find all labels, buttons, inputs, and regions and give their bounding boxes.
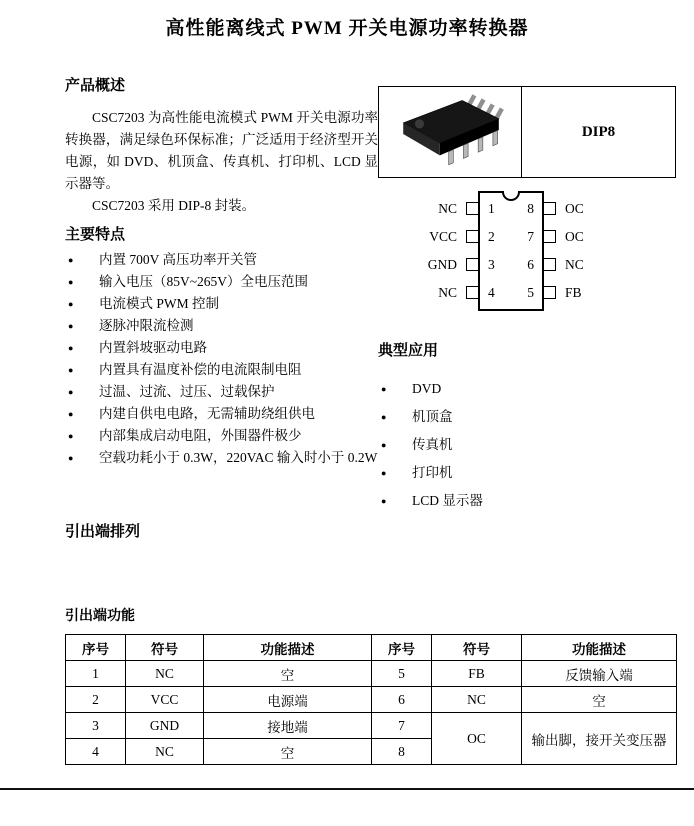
package-box [378, 86, 676, 178]
right-column [378, 86, 676, 519]
pin-stub [543, 286, 556, 299]
pin-symbol-cell: OC [432, 713, 522, 765]
pin-label: VCC [429, 229, 457, 244]
bullet-icon [68, 381, 73, 403]
pin-label: FB [565, 285, 582, 300]
pin-label: NC [438, 285, 457, 300]
pin-symbol-cell: NC [126, 739, 204, 765]
bullet-icon [68, 337, 73, 359]
pin-desc-cell: 空 [204, 739, 372, 765]
bullet-icon [381, 435, 386, 455]
feature-text: 内建自供电电路，无需辅助绕组供电 [99, 406, 315, 421]
bullet-icon [68, 271, 73, 293]
bullet-icon [68, 293, 73, 315]
pin-number: 2 [488, 229, 495, 244]
pin-label: NC [438, 201, 457, 216]
feature-text: 内部集成启动电阻，外围器件极少 [99, 428, 302, 443]
col-header: 功能描述 [204, 635, 372, 661]
pin-function-table [65, 634, 677, 765]
overview-heading: 产品概述 [65, 78, 126, 94]
pin-stub [466, 286, 479, 299]
pin-symbol-cell: NC [126, 661, 204, 687]
page-title: 高性能离线式 PWM 开关电源功率转换器 [165, 18, 529, 39]
pin-diagram [378, 187, 676, 319]
table-row [66, 661, 677, 687]
pin-stub [466, 202, 479, 215]
feature-text: 内置具有温度补偿的电流限制电阻 [99, 362, 302, 377]
bullet-icon [381, 407, 386, 427]
pin-desc-cell: 反馈输入端 [522, 661, 677, 687]
chip-notch [502, 191, 520, 201]
pinout-heading: 引出端排列 [65, 524, 141, 540]
pin-row [378, 229, 479, 244]
feature-item [65, 293, 378, 315]
pin-desc-cell: 空 [522, 687, 677, 713]
dip8-package-illustration [389, 92, 511, 172]
left-column [65, 76, 378, 469]
feature-text: 内置斜坡驱动电路 [99, 340, 207, 355]
pin-number-cell: 1 [66, 661, 126, 687]
feature-item [65, 403, 378, 425]
bullet-icon [68, 359, 73, 381]
chip-photo-cell [379, 87, 522, 177]
pin-stub [543, 230, 556, 243]
applications-list [378, 379, 676, 519]
pin-symbol-cell: NC [432, 687, 522, 713]
application-text: DVD [412, 381, 442, 396]
pin-number: 7 [527, 229, 534, 244]
pin-function-section [65, 608, 677, 765]
pin-number-cell: 8 [372, 739, 432, 765]
col-header: 序号 [372, 635, 432, 661]
pin-number-cell: 2 [66, 687, 126, 713]
bullet-icon [68, 315, 73, 337]
pin-symbol-cell: GND [126, 713, 204, 739]
footer-rule [0, 788, 694, 790]
table-row [66, 713, 677, 739]
package-paragraph: CSC7203 采用 DIP-8 封装。 [92, 198, 256, 213]
bullet-icon [381, 463, 386, 483]
feature-item [65, 249, 378, 271]
feature-text: 电流模式 PWM 控制 [99, 296, 220, 311]
pin-number: 6 [527, 257, 534, 272]
overview-paragraph: CSC7203 为高性能电流模式 PWM 开关电源功率转换器，满足绿色环保标准；广泛适用于经济型开关电源，如 DVD、机顶盒、传真机、打印机、LCD 显示器等。 [65, 110, 378, 191]
bullet-icon [68, 425, 73, 447]
bullet-icon [381, 491, 386, 511]
pin-desc-cell: 空 [204, 661, 372, 687]
pin-number-cell: 5 [372, 661, 432, 687]
col-header: 符号 [126, 635, 204, 661]
col-header: 符号 [432, 635, 522, 661]
pin-stub [543, 202, 556, 215]
pin-stub [466, 230, 479, 243]
pin-number-cell: 6 [372, 687, 432, 713]
pin-row [378, 257, 479, 272]
package-type-label: DIP8 [581, 123, 616, 140]
pin-number: 1 [488, 201, 495, 216]
feature-text: 过温、过流、过压、过载保护 [99, 384, 275, 399]
pin-stub [466, 258, 479, 271]
pin-row [543, 229, 644, 244]
table-row [66, 687, 677, 713]
pin-row [543, 257, 644, 272]
pin-number: 8 [527, 201, 534, 216]
feature-text: 逐脉冲限流检测 [99, 318, 194, 333]
chip-outline [478, 191, 544, 311]
pin-number-cell: 7 [372, 713, 432, 739]
application-item [378, 407, 676, 435]
pin-symbol-cell: VCC [126, 687, 204, 713]
pin-label: OC [565, 229, 584, 244]
feature-item [65, 381, 378, 403]
application-item [378, 491, 676, 519]
features-heading: 主要特点 [65, 227, 126, 243]
feature-text: 空载功耗小于 0.3W，220VAC 输入时小于 0.2W [99, 450, 378, 465]
pin-number: 4 [488, 285, 495, 300]
pin-label: OC [565, 201, 584, 216]
pin-row [378, 201, 479, 216]
feature-item [65, 447, 378, 469]
pin-number: 3 [488, 257, 495, 272]
pin-desc-cell: 电源端 [204, 687, 372, 713]
pin-label: GND [427, 257, 457, 272]
application-text: LCD 显示器 [412, 493, 483, 508]
application-text: 传真机 [412, 437, 453, 452]
application-text: 机顶盒 [412, 409, 453, 424]
feature-item [65, 315, 378, 337]
pin-row [543, 285, 644, 300]
feature-text: 输入电压（85V~265V）全电压范围 [99, 274, 309, 289]
bullet-icon [68, 249, 73, 271]
feature-item [65, 337, 378, 359]
pin-number: 5 [527, 285, 534, 300]
pin-symbol-cell: FB [432, 661, 522, 687]
bullet-icon [68, 403, 73, 425]
application-text: 打印机 [412, 465, 453, 480]
feature-item [65, 271, 378, 293]
features-list [65, 249, 378, 469]
pin-number-cell: 3 [66, 713, 126, 739]
feature-item [65, 359, 378, 381]
feature-text: 内置 700V 高压功率开关管 [99, 252, 258, 267]
application-item [378, 379, 676, 407]
pin-label: NC [565, 257, 584, 272]
table-header-row [66, 635, 677, 661]
pin-stub [543, 258, 556, 271]
feature-item [65, 425, 378, 447]
bullet-icon [68, 447, 73, 469]
pin-desc-cell: 输出脚，接开关变压器 [522, 713, 677, 765]
col-header: 序号 [66, 635, 126, 661]
bullet-icon [381, 379, 386, 399]
pin-row [378, 285, 479, 300]
applications-heading: 典型应用 [378, 343, 439, 359]
application-item [378, 435, 676, 463]
pin-row [543, 201, 644, 216]
col-header: 功能描述 [522, 635, 677, 661]
application-item [378, 463, 676, 491]
pin-desc-cell: 接地端 [204, 713, 372, 739]
pin-number-cell: 4 [66, 739, 126, 765]
pin-function-heading: 引出端功能 [65, 609, 135, 624]
